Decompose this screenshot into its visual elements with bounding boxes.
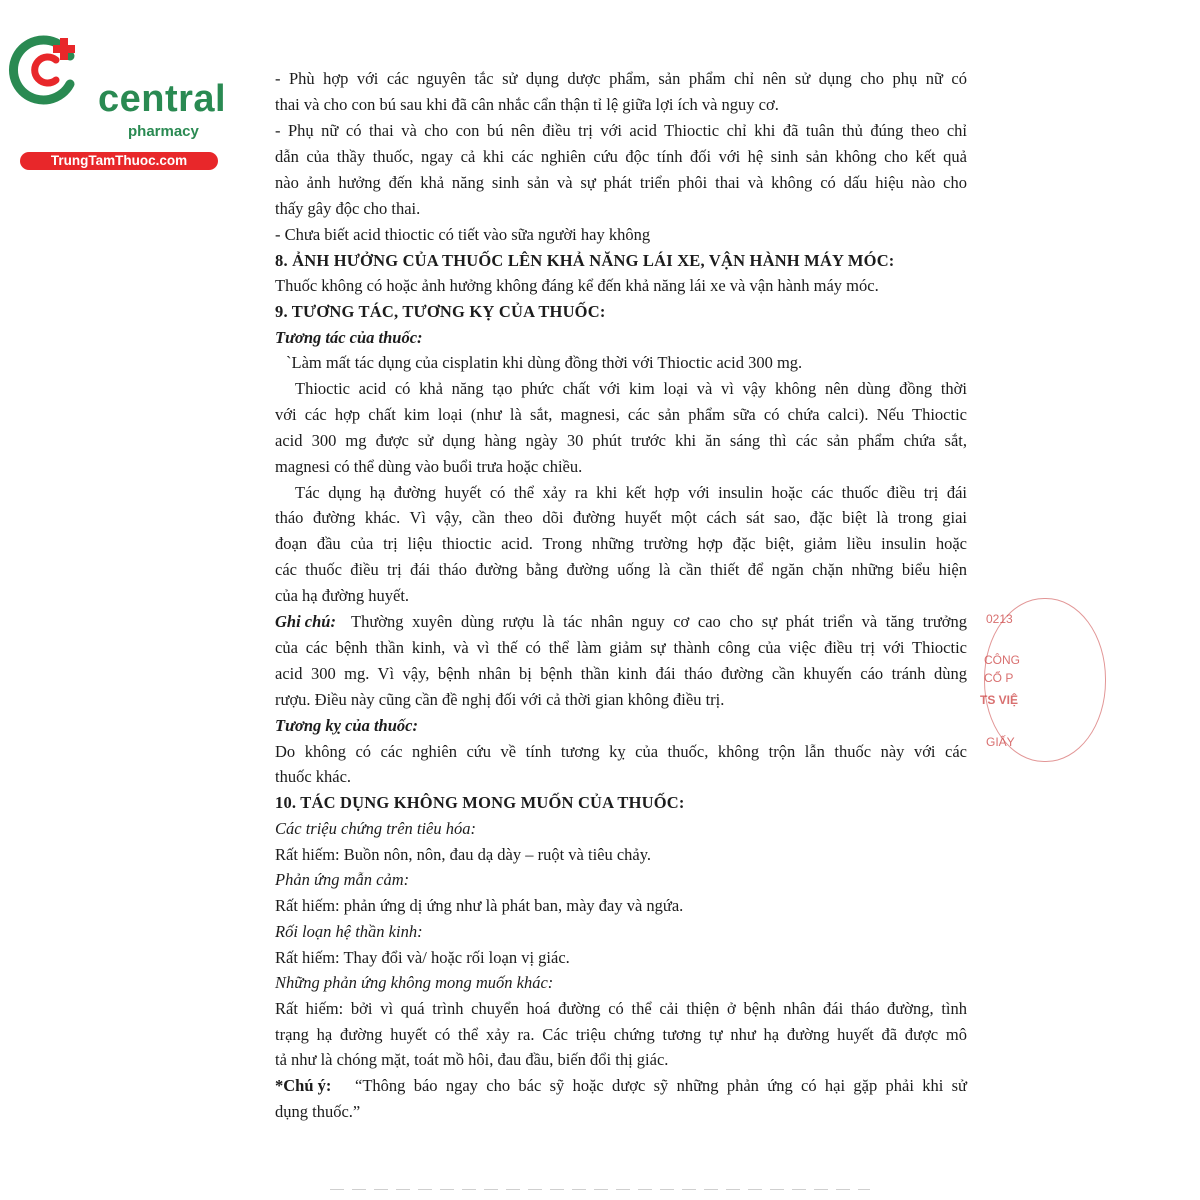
stamp-text: CỔ P xyxy=(984,671,1014,685)
paragraph-line: Tác dụng hạ đường huyết có thể xảy ra khi kết hợp với insulin hoặc các thuốc điều trị đái xyxy=(295,483,967,502)
stamp-text: 0213 xyxy=(986,612,1013,626)
paragraph-line: của các bệnh thần kinh, và vì thế có thể làm giảm sự thành công của việc điều trị với Thioctic xyxy=(275,638,967,657)
subheading-incompatibilities: Tương kỵ của thuốc: xyxy=(275,716,418,735)
paragraph-line: magnesi có thể dùng vào buổi trưa hoặc chiều. xyxy=(275,457,583,476)
paragraph-line: rượu. Điều này cũng cần đề nghị đối với cả thời gian không điều trị. xyxy=(275,690,725,709)
paragraph-line: các thuốc điều trị đái tháo đường bằng đường uống là cần thiết để ngăn chặn những biểu hiện xyxy=(275,560,967,579)
paragraph-line: đoạn đầu của trị liệu thioctic acid. Trong những trường hợp đặc biệt, giảm liều insulin hoặc xyxy=(275,534,967,553)
paragraph-line: - Chưa biết acid thioctic có tiết vào sữa người hay không xyxy=(275,225,651,244)
paragraph-line: `Làm mất tác dụng của cisplatin khi dùng đồng thời với Thioctic acid 300 mg. xyxy=(286,353,803,372)
paragraph-line: acid 300 mg. Vì vậy, bệnh nhân bị bệnh thần kinh đái tháo đường cần khuyến cáo tránh dùng xyxy=(275,664,967,683)
paragraph-line: thai và cho con bú sau khi đã cân nhắc cẩn thận tỉ lệ giữa lợi ích và nguy cơ. xyxy=(275,95,779,114)
attention-label: *Chú ý: xyxy=(275,1076,332,1095)
paragraph-line: Do không có các nghiên cứu về tính tương kỵ của thuốc, không trộn lẫn thuốc này với các xyxy=(275,742,967,761)
stamp-text: TS VIỆ xyxy=(980,693,1019,707)
paragraph-line: Thioctic acid có khả năng tạo phức chất với kim loại và vì vậy không nên dùng đồng thời xyxy=(295,379,967,398)
paragraph-line: Rất hiếm: phản ứng dị ứng như là phát ban, mày đay và ngứa. xyxy=(275,896,684,915)
section-heading-9: 9. TƯƠNG TÁC, TƯƠNG KỴ CỦA THUỐC: xyxy=(275,302,606,321)
paragraph-line: “Thông báo ngay cho bác sỹ hoặc dược sỹ những phản ứng có hại gặp phải khi sử xyxy=(355,1076,967,1095)
paragraph-line: Rất hiếm: Buồn nôn, nôn, đau dạ dày – ruột và tiêu chảy. xyxy=(275,845,652,864)
subheading-other-effects: Những phản ứng không mong muốn khác: xyxy=(275,973,554,992)
paragraph-line: trạng hạ đường huyết có thể xảy ra. Các triệu chứng tương tự như hạ đường huyết đã được mô xyxy=(275,1025,967,1044)
section-heading-10: 10. TÁC DỤNG KHÔNG MONG MUỐN CỦA THUỐC: xyxy=(275,793,685,812)
paragraph-line: dụng thuốc.” xyxy=(275,1102,361,1121)
stamp-text: CÔNG xyxy=(984,653,1020,667)
paragraph-line: - Phụ nữ có thai và cho con bú nên điều trị với acid Thioctic chỉ khi đã tuân thủ đúng theo chỉ xyxy=(275,121,967,140)
paragraph-line: thuốc khác. xyxy=(275,767,352,786)
brand-subtitle: pharmacy xyxy=(128,123,199,140)
paragraph-line: Rất hiếm: bởi vì quá trình chuyển hoá đường có thể cải thiện ở bệnh nhân đái tháo đường, tình xyxy=(275,999,967,1018)
paragraph-line: tả như là chóng mặt, toát mồ hôi, đau đầu, biến đổi thị giác. xyxy=(275,1050,669,1069)
paragraph-line: acid 300 mg được sử dụng hàng ngày 30 phút trước khi ăn sáng thì các sản phẩm chứa sắt, xyxy=(275,431,967,450)
brand-url-badge[interactable]: TrungTamThuoc.com xyxy=(20,152,218,170)
paragraph-line: Rất hiếm: Thay đổi và/ hoặc rối loạn vị giác. xyxy=(275,948,570,967)
stamp-text: GIẤY xyxy=(986,735,1015,749)
paragraph-line: dẫn của thầy thuốc, ngay cả khi các nghiên cứu độc tính đối với hệ sinh sản không cho kết quả xyxy=(275,147,967,166)
official-stamp xyxy=(972,598,1032,763)
note-label: Ghi chú: xyxy=(275,612,336,631)
subheading-interactions: Tương tác của thuốc: xyxy=(275,328,423,347)
subheading-digestive: Các triệu chứng trên tiêu hóa: xyxy=(275,819,477,838)
paragraph-line: của hạ đường huyết. xyxy=(275,586,410,605)
paragraph-line: Thường xuyên dùng rượu là tác nhân nguy cơ cao cho sự phát triển và tăng trưởng xyxy=(351,612,967,631)
brand-name: central xyxy=(98,78,227,120)
paragraph-line: với các hợp chất kim loại (như là sắt, magnesi, các sản phẩm sữa có chứa calci). Nếu Thioctic xyxy=(275,405,967,424)
subheading-nervous-system: Rối loạn hệ thần kinh: xyxy=(275,922,423,941)
paragraph-line: thấy gây độc cho thai. xyxy=(275,199,421,218)
paragraph-line: nào ảnh hưởng đến khả năng sinh sản và sự phát triển phôi thai và không có dấu hiệu nào cho xyxy=(275,173,967,192)
paragraph-line: Thuốc không có hoặc ảnh hưởng không đáng kể đến khả năng lái xe và vận hành máy móc. xyxy=(275,276,879,295)
section-heading-8: 8. ẢNH HƯỞNG CỦA THUỐC LÊN KHẢ NĂNG LÁI XE, VẬN HÀNH MÁY MÓC: xyxy=(275,251,895,270)
paragraph-line: tháo đường khác. Vì vậy, cần theo dõi đường huyết một cách sát sao, đặc biệt là trong giai xyxy=(275,508,967,527)
scan-edge-divider xyxy=(330,1189,870,1190)
paragraph-line: - Phù hợp với các nguyên tắc sử dụng dược phẩm, sản phẩm chỉ nên sử dụng cho phụ nữ có xyxy=(275,69,967,88)
subheading-hypersensitivity: Phản ứng mẫn cảm: xyxy=(275,870,410,889)
